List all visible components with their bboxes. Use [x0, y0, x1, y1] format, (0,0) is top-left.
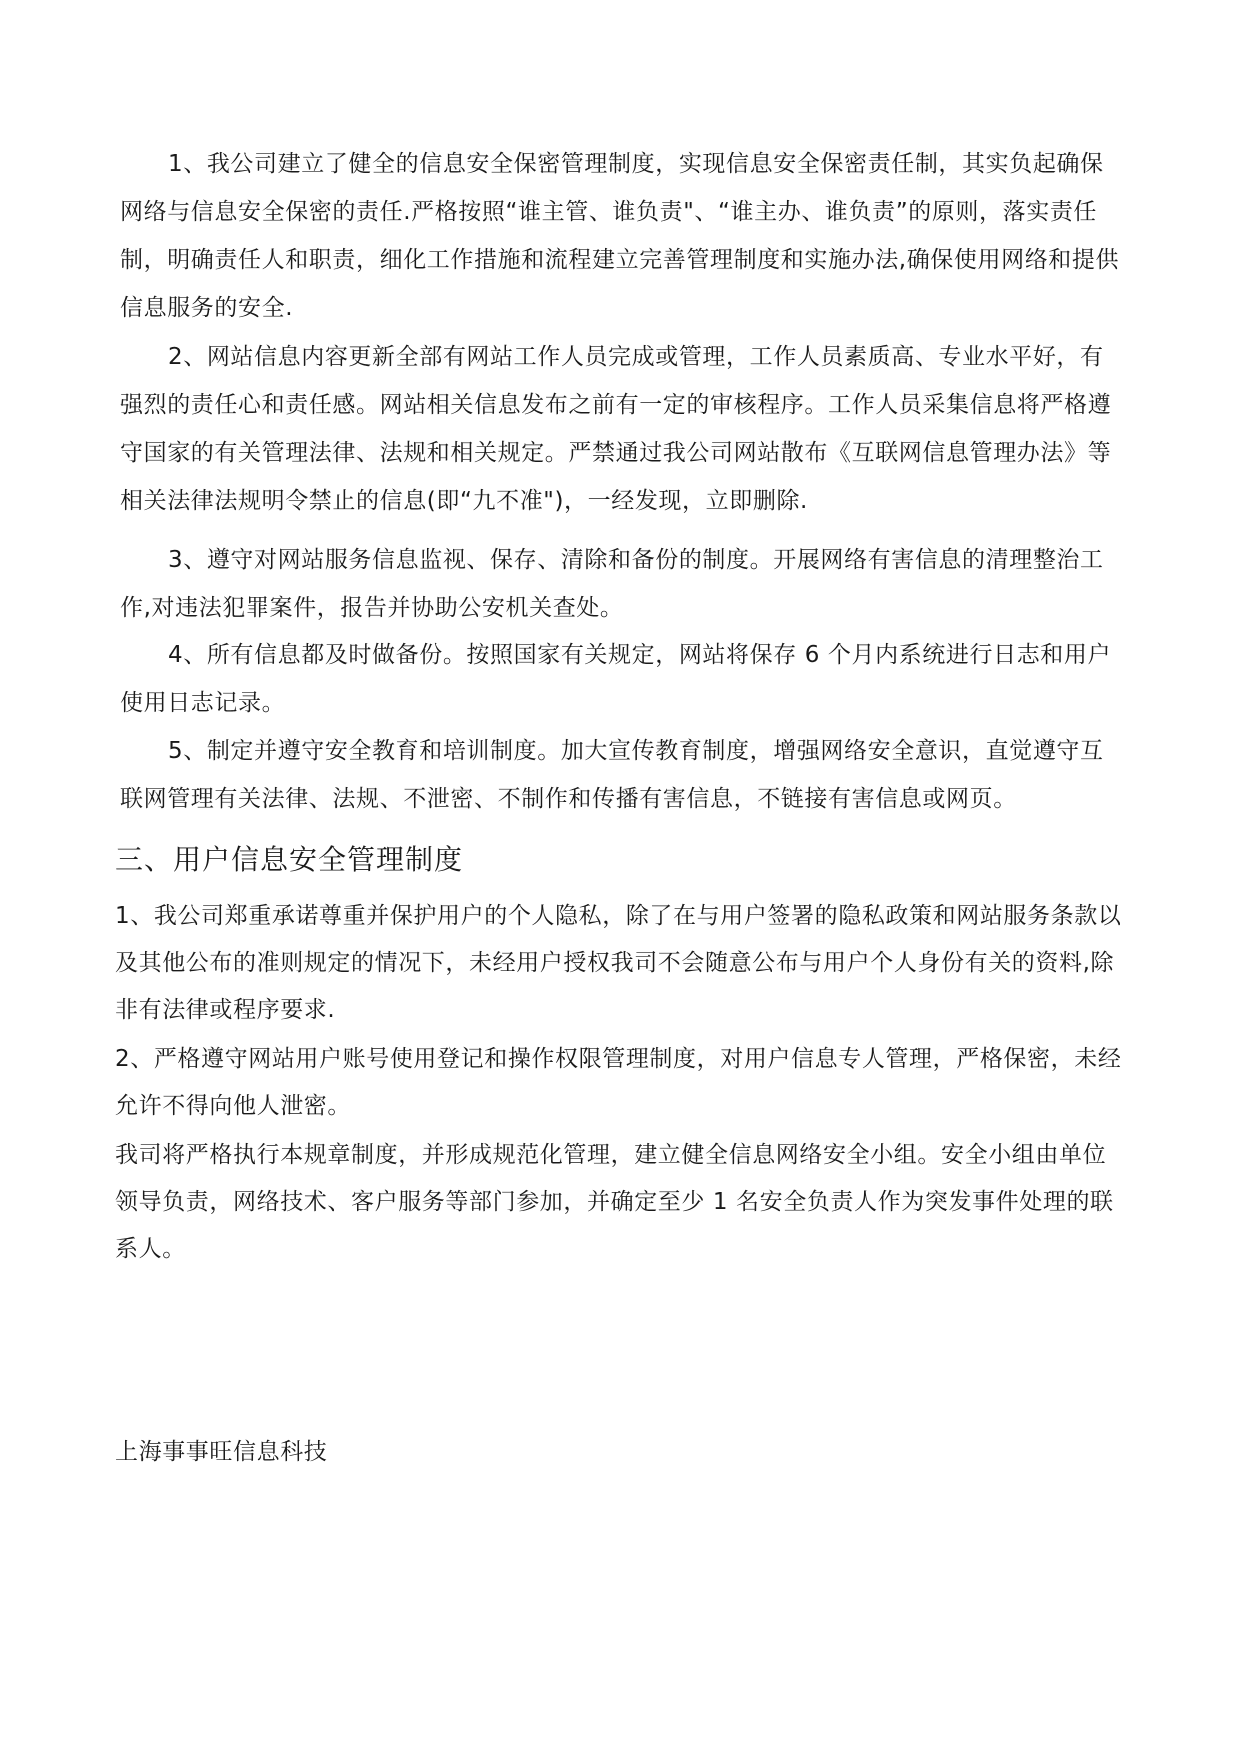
section-two-item-2: 2、网站信息内容更新全部有网站工作人员完成或管理，工作人员素质高、专业水平好，有强烈的责任心和责任感。网站相关信息发布之前有一定的审核程序。工作人员采集信息将严格遵守国家的有关管理法律、法规和相关规定。严禁通过我公司网站散布《互联网信息管理办法》等相关法律法规明令禁止的信息(即“九不准")，一经发现，立即删除.	[120, 344, 1112, 514]
section-three-item-1: 1、我公司郑重承诺尊重并保护用户的个人隐私，除了在与用户签署的隐私政策和网站服务条款以及其他公布的准则规定的情况下，未经用户授权我司不会随意公布与用户个人身份有关的资料,除非有法律或程序要求.	[115, 903, 1122, 1023]
section-two-item-5: 5、制定并遵守安全教育和培训制度。加大宣传教育制度，增强网络安全意识，直觉遵守互联网管理有关法律、法规、不泄密、不制作和传播有害信息，不链接有害信息或网页。	[120, 738, 1104, 812]
section-two-item-4: 4、所有信息都及时做备份。按照国家有关规定，网站将保存 6 个月内系统进行日志和用户使用日志记录。	[120, 642, 1112, 716]
section-three-heading: 三、用户信息安全管理制度	[115, 843, 464, 876]
company-signature: 上海事事旺信息科技	[115, 1439, 328, 1465]
section-three-item-2: 2、严格遵守网站用户账号使用登记和操作权限管理制度，对用户信息专人管理，严格保密，未经允许不得向他人泄密。	[115, 1046, 1122, 1119]
section-two-item-3: 3、遵守对网站服务信息监视、保存、清除和备份的制度。开展网络有害信息的清理整治工作,对违法犯罪案件，报告并协助公安机关查处。	[120, 547, 1104, 621]
section-two-item-1: 1、我公司建立了健全的信息安全保密管理制度，实现信息安全保密责任制，其实负起确保网络与信息安全保密的责任.严格按照“谁主管、谁负责"、“谁主办、谁负责”的原则，落实责任制，明确责任人和职责，细化工作措施和流程建立完善管理制度和实施办法,确保使用网络和提供信息服务的安全.	[120, 151, 1120, 321]
closing-paragraph: 我司将严格执行本规章制度，并形成规范化管理，建立健全信息网络安全小组。安全小组由单位领导负责，网络技术、客户服务等部门参加，并确定至少 1 名安全负责人作为突发事件处理的联系人。	[115, 1142, 1114, 1262]
